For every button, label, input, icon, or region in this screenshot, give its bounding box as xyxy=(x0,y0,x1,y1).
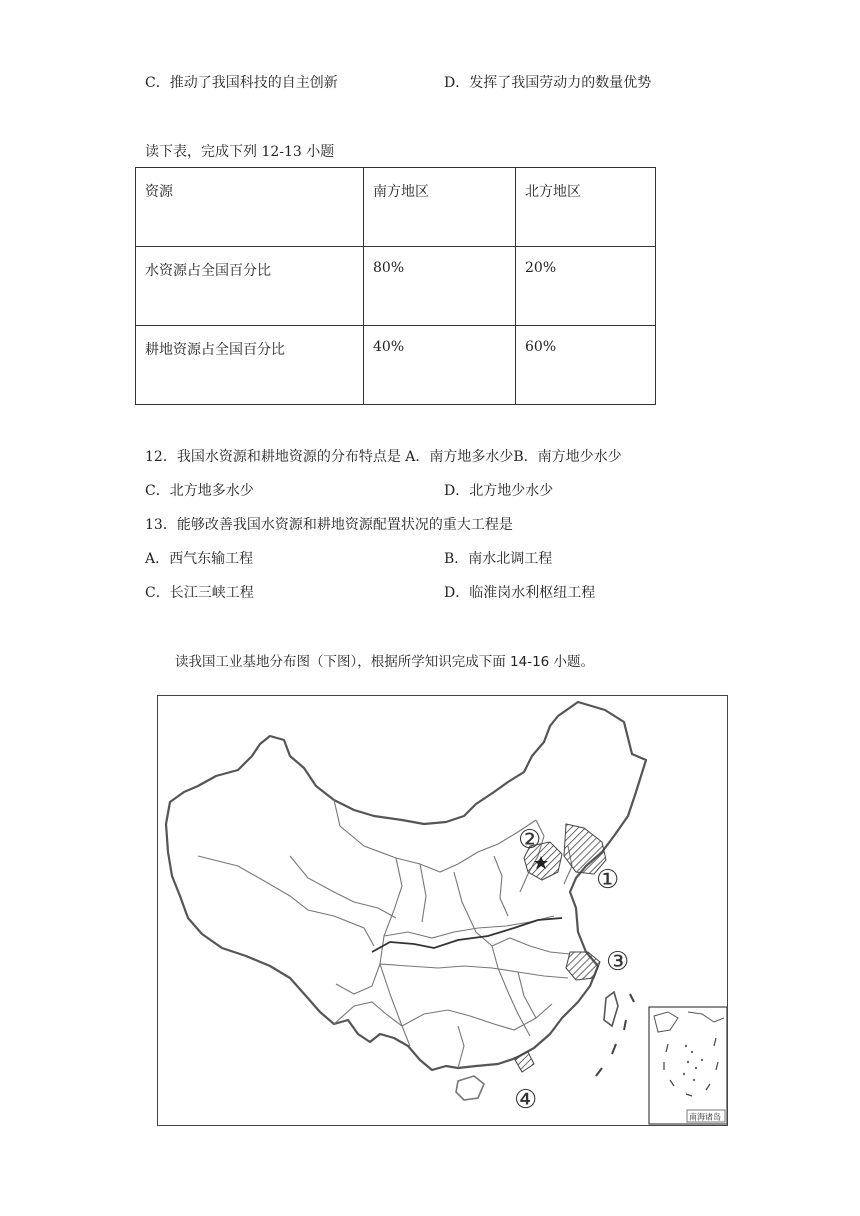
hainan-island xyxy=(456,1076,484,1100)
table-header-cell: 北方地区 xyxy=(516,168,656,247)
q12-option-d: D．北方地少水少 xyxy=(444,483,554,499)
q13-stem: 13．能够改善我国水资源和耕地资源配置状况的重大工程是 xyxy=(145,517,513,533)
q13-option-d: D．临淮岗水利枢纽工程 xyxy=(444,585,596,601)
table-cell: 耕地资源占全国百分比 xyxy=(136,326,364,405)
table-row xyxy=(136,247,656,326)
table-cell: 60% xyxy=(516,326,656,405)
china-map-drawing xyxy=(158,696,728,1126)
table-header-row xyxy=(136,168,656,247)
map-label-4: ④ xyxy=(514,1085,538,1115)
table-row xyxy=(136,326,656,405)
q13-option-b: B．南水北调工程 xyxy=(444,551,553,567)
table-intro: 读下表，完成下列 12-13 小题 xyxy=(145,144,335,160)
table-cell: 80% xyxy=(364,247,516,326)
table-cell: 40% xyxy=(364,326,516,405)
industrial-base-map xyxy=(157,695,728,1126)
table-cell: 20% xyxy=(516,247,656,326)
table-header-cell: 资源 xyxy=(136,168,364,247)
map-intro: 读我国工业基地分布图（下图），根据所学知识完成下面 14-16 小题。 xyxy=(175,654,595,670)
q13-option-c: C．长江三峡工程 xyxy=(145,585,254,601)
map-label-2: ② xyxy=(518,825,542,855)
taiwan-island xyxy=(604,992,618,1026)
resource-table xyxy=(135,167,656,405)
china-outline xyxy=(166,702,646,1070)
q13-option-a: A．西气东输工程 xyxy=(145,551,254,567)
map-label-3: ③ xyxy=(606,947,630,977)
q11-option-c: C．推动了我国科技的自主创新 xyxy=(145,75,338,91)
map-label-1: ① xyxy=(596,865,620,895)
q11-option-d: D．发挥了我国劳动力的数量优势 xyxy=(444,75,652,91)
q12-stem: 12．我国水资源和耕地资源的分布特点是 A．南方地多水少B．南方地少水少 xyxy=(145,449,622,465)
table-header-cell: 南方地区 xyxy=(364,168,516,247)
south-china-sea-inset xyxy=(649,1007,727,1124)
table-cell: 水资源占全国百分比 xyxy=(136,247,364,326)
q12-option-c: C．北方地多水少 xyxy=(145,483,254,499)
inset-label: 南海诸岛 xyxy=(689,1112,721,1122)
